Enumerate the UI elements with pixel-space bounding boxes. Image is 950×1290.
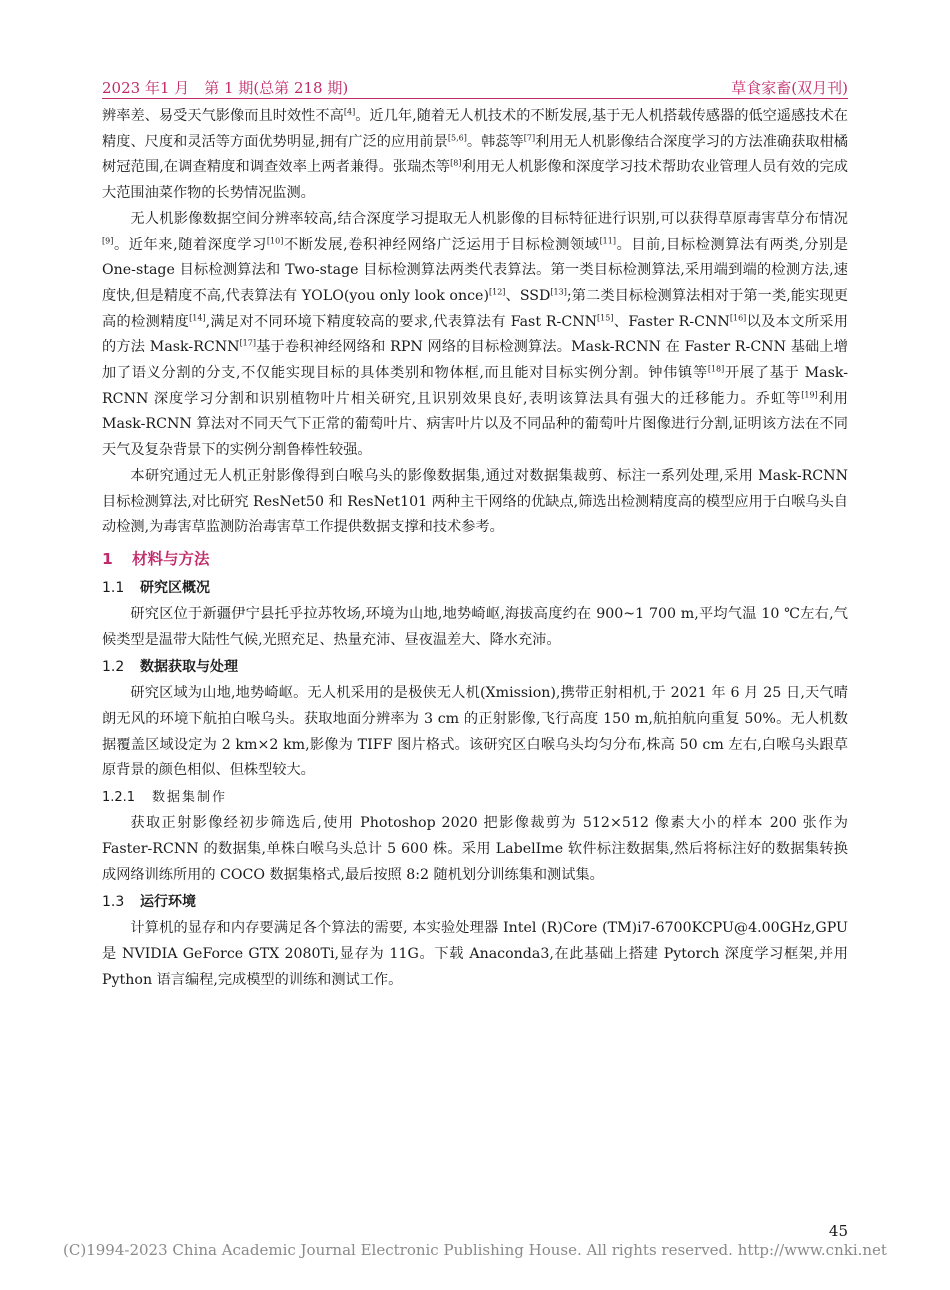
citation[interactable]: [9]	[102, 235, 114, 245]
issue-info: 2023 年1 月 第 1 期(总第 218 期)	[102, 79, 349, 97]
citation[interactable]: [11]	[599, 235, 616, 245]
section-heading-1-1: 1.1 研究区概况	[102, 579, 210, 596]
citation[interactable]: [15]	[597, 312, 614, 322]
article-body	[102, 104, 848, 993]
paragraph-dataset: 获取正射影像经初步筛选后,使用 Photoshop 2020 把影像裁剪为 512×512 像素大小的样本 200 张作为 Faster-RCNN 的数据集,单株白喉乌头总计 5 600 株。采用 LabelIme 软件标注数据集,然后将标注好的数据集转换成网络训练所用的 COCO 数据集格式,最后按照 8:2 随机划分训练集和测试集。	[102, 815, 848, 883]
paragraph-study-area: 研究区位于新疆伊宁县托乎拉苏牧场,环境为山地,地势崎岖,海拔高度约在 900~1 700 m,平均气温 10 ℃左右,气候类型是温带大陆性气候,光照充足、热量充沛、昼夜温差大、降水充沛。	[102, 605, 848, 648]
section-heading-1-2-1: 1.2.1 数据集制作	[102, 790, 228, 806]
header-rule	[102, 98, 848, 99]
paragraph-deep-learning: 无人机影像数据空间分辨率较高,结合深度学习提取无人机影像的目标特征进行识别,可以获得草原毒害草分布情况[9]。近年来,随着深度学习[10]不断发展,卷积神经网络广泛运用于目标检测领域[11]。目前,目标检测算法有两类,分别是 One-stage 目标检测算法和 Two-stage 目标检测算法两类代表算法。第一类目标检测算法,采用端到端的检测方法,速度快,但是精度不高,代表算法有 YOLO(you only look once)[12]、SSD[13];第二类目标检测算法相对于第一类,能实现更高的检测精度[14],满足对不同环境下精度较高的要求,代表算法有 Fast R-CNN[15]、Faster R-CNN[16]以及本文所采用的方法 Mask-RCNN[17]基于卷积神经网络和 RPN 网络的目标检测算法。Mask-RCNN 在 Faster R-CNN 基础上增加了语义分割的分支,不仅能实现目标的具体类别和物体框,而且能对目标实例分割。钟伟镇等[18]开展了基于 Mask-RCNN 深度学习分割和识别植物叶片相关研究,且识别效果良好,表明该算法具有强大的迁移能力。乔虹等[19]利用 Mask-RCNN 算法对不同天气下正常的葡萄叶片、病害叶片以及不同品种的葡萄叶片图像进行分割,证明该方法在不同天气及复杂背景下的实例分割鲁棒性较强。	[102, 210, 848, 459]
section-heading-1-2: 1.2 数据获取与处理	[102, 659, 238, 676]
citation[interactable]: [8]	[450, 158, 462, 168]
citation[interactable]: [13]	[550, 287, 567, 297]
paragraph-study-aim: 本研究通过无人机正射影像得到白喉乌头的影像数据集,通过对数据集裁剪、标注一系列处理,采用 Mask-RCNN 目标检测算法,对比研究 ResNet50 和 ResNet101 两种主干网络的优缺点,筛选出检测精度高的模型应用于白喉乌头自动检测,为毒害草监测防治毒害草工作提供数据支撑和技术参考。	[102, 467, 848, 536]
paragraph-intro-continued: 辨率差、易受天气影像而且时效性不高[4]。近几年,随着无人机技术的不断发展,基于无人机搭载传感器的低空遥感技术在精度、尺度和灵活等方面优势明显,拥有广泛的应用前景[5,6]。韩蕊等[7]利用无人机影像结合深度学习的方法准确获取柑橘树冠范围,在调查精度和调查效率上两者兼得。张瑞杰等[8]利用无人机影像和深度学习技术帮助农业管理人员有效的完成大范围油菜作物的长势情况监测。	[102, 107, 848, 202]
paragraph-data-acquisition: 研究区域为山地,地势崎岖。无人机采用的是极侠无人机(Xmission),携带正射相机,于 2021 年 6 月 25 日,天气晴朗无风的环境下航拍白喉乌头。获取地面分辨率为 3 cm 的正射影像,飞行高度 150 m,航拍航向重复 50%。无人机数据覆盖区域设定为 2 km×2 km,影像为 TIFF 图片格式。该研究区白喉乌头均匀分布,株高 50 cm 左右,白喉乌头跟草原背景的颜色相似、但株型较大。	[102, 685, 848, 779]
journal-name: 草食家畜(双月刊)	[731, 79, 848, 97]
paragraph-environment: 计算机的显存和内存要满足各个算法的需要, 本实验处理器 Intel (R)Core (TM)i7-6700KCPU@4.00GHz,GPU 是 NVIDIA GeForce GTX 2080Ti,显存为 11G。下载 Anaconda3,在此基础上搭建 Pytorch 深度学习框架,并用 Python 语言编程,完成模型的训练和测试工作。	[102, 920, 848, 988]
citation[interactable]: [10]	[266, 235, 284, 245]
citation[interactable]: [7]	[523, 132, 536, 142]
citation[interactable]: [5,6]	[447, 132, 467, 142]
citation[interactable]: [4]	[343, 107, 356, 117]
citation[interactable]: [18]	[707, 364, 725, 374]
citation[interactable]: [16]	[729, 312, 747, 322]
citation[interactable]: [14]	[189, 312, 206, 322]
section-heading-1: 1 材料与方法	[102, 549, 210, 568]
section-heading-1-3: 1.3 运行环境	[102, 894, 196, 911]
copyright-footer: (C)1994-2023 China Academic Journal Electronic Publishing House. All rights reserved. http://www.cnki.net	[63, 1241, 887, 1259]
page-number: 45	[828, 1222, 848, 1240]
citation[interactable]: [12]	[488, 287, 506, 297]
running-header	[102, 74, 848, 98]
citation[interactable]: [17]	[239, 338, 256, 348]
citation[interactable]: [19]	[801, 390, 818, 399]
